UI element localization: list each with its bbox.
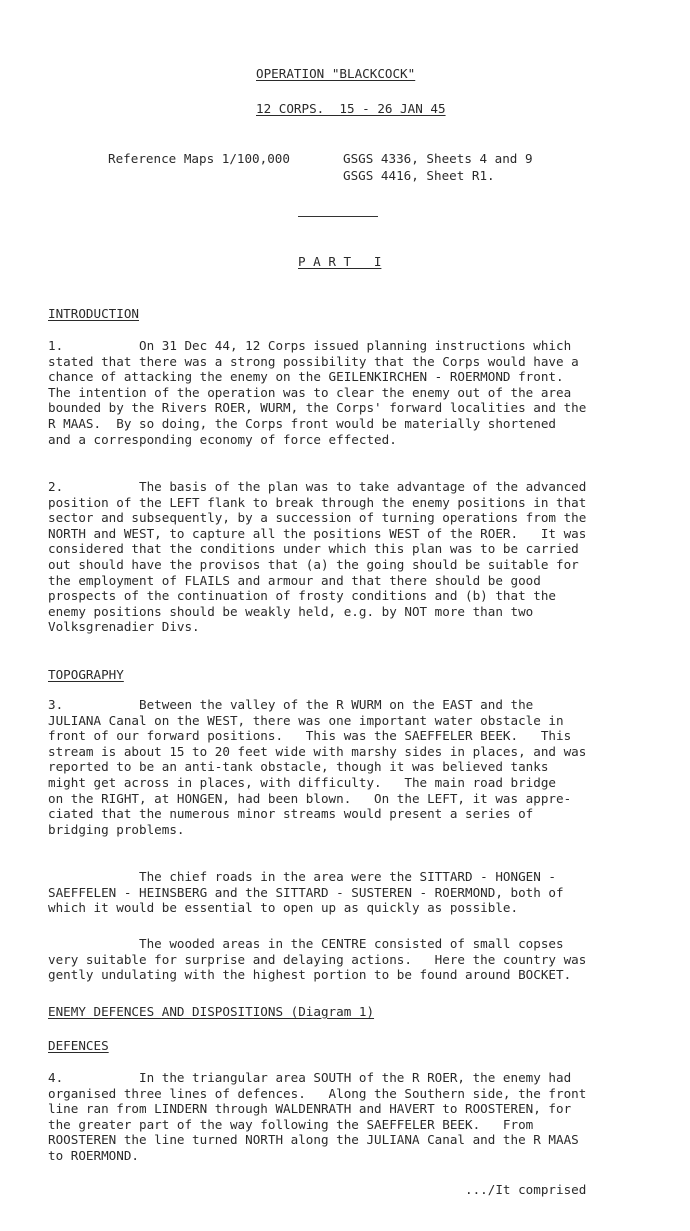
paragraph-line: and a corresponding economy of force effected.: [48, 431, 397, 447]
paragraph-3c: [48, 936, 673, 983]
heading-enemy-defences: ENEMY DEFENCES AND DISPOSITIONS (Diagram 1): [48, 1004, 375, 1019]
paragraph-line: might get across in places, with difficulty. The main road bridge: [48, 774, 556, 790]
paragraph-line: front of our forward positions. This was the SAEFFELER BEEK. This: [48, 728, 572, 744]
heading-defences: DEFENCES: [48, 1038, 109, 1053]
paragraph-line: 2. The basis of the plan was to take advantage of the advanced: [48, 479, 587, 494]
paragraph-line: the greater part of the way following the SAEFFELER BEEK. From: [48, 1116, 534, 1132]
paragraph-line: 3. Between the valley of the R WURM on the EAST and the: [48, 697, 534, 712]
paragraph-3: [48, 697, 673, 837]
paragraph-line: enemy positions should be weakly held, e.g. by NOT more than two: [48, 603, 534, 619]
document-title: OPERATION "BLACKCOCK": [256, 66, 416, 81]
paragraph-line: The intention of the operation was to clear the enemy out of the area: [48, 384, 572, 400]
paragraph-line: JULIANA Canal on the WEST, there was one important water obstacle in: [48, 712, 564, 728]
paragraph-3b: [48, 869, 673, 916]
paragraph-1: [48, 338, 673, 447]
paragraph-line: bridging problems.: [48, 821, 185, 837]
paragraph-line: bounded by the Rivers ROER, WURM, the Corps' forward localities and the: [48, 400, 587, 416]
paragraph-line: 1. On 31 Dec 44, 12 Corps issued planning instructions which: [48, 338, 572, 353]
catchword: .../It comprised: [465, 1182, 587, 1197]
reference-maps-line-2: GSGS 4416, Sheet R1.: [343, 168, 495, 183]
paragraph-line: chance of attacking the enemy on the GEILENKIRCHEN - ROERMOND front.: [48, 369, 564, 385]
part-heading: P A R T I: [298, 254, 382, 269]
paragraph-line: sector and subsequently, by a succession of turning operations from the: [48, 510, 587, 526]
title-divider: [298, 216, 378, 217]
paragraph-line: prospects of the continuation of frosty conditions and (b) that the: [48, 588, 556, 604]
paragraph-line: very suitable for surprise and delaying actions. Here the country was: [48, 951, 587, 967]
heading-introduction: INTRODUCTION: [48, 306, 139, 321]
paragraph-line: line ran from LINDERN through WALDENRATH and HAVERT to ROOSTEREN, for: [48, 1101, 572, 1117]
reference-maps-label: Reference Maps 1/100,000: [108, 151, 290, 166]
paragraph-line: position of the LEFT flank to break through the enemy positions in that: [48, 494, 587, 510]
paragraph-line: ciated that the numerous minor streams would present a series of: [48, 806, 534, 822]
heading-topography: TOPOGRAPHY: [48, 667, 124, 682]
paragraph-line: stated that there was a strong possibility that the Corps would have a: [48, 353, 579, 369]
document-subtitle: 12 CORPS. 15 - 26 JAN 45: [256, 101, 446, 116]
paragraph-line: Volksgrenadier Divs.: [48, 619, 200, 635]
paragraph-line: to ROERMOND.: [48, 1147, 139, 1163]
paragraph-line: 4. In the triangular area SOUTH of the R ROER, the enemy had: [48, 1070, 572, 1085]
paragraph-line: out should have the provisos that (a) the going should be suitable for: [48, 556, 579, 572]
reference-maps-line-1: GSGS 4336, Sheets 4 and 9: [343, 151, 533, 166]
paragraph-line: reported to be an anti-tank obstacle, though it was believed tanks: [48, 759, 549, 775]
paragraph-line: on the RIGHT, at HONGEN, had been blown. On the LEFT, it was appre-: [48, 790, 572, 806]
paragraph-4: [48, 1070, 673, 1164]
paragraph-line: ROOSTEREN the line turned NORTH along the JULIANA Canal and the R MAAS: [48, 1132, 579, 1148]
paragraph-line: R MAAS. By so doing, the Corps front would be materially shortened: [48, 415, 556, 431]
paragraph-line: gently undulating with the highest portion to be found around BOCKET.: [48, 967, 572, 983]
paragraph-line: SAEFFELEN - HEINSBERG and the SITTARD - SUSTEREN - ROERMOND, both of: [48, 884, 564, 900]
paragraph-line: organised three lines of defences. Along the Southern side, the front: [48, 1085, 587, 1101]
paragraph-2: [48, 479, 673, 635]
paragraph-line: NORTH and WEST, to capture all the positions WEST of the ROER. It was: [48, 525, 587, 541]
paragraph-line: The wooded areas in the CENTRE consisted of small copses: [48, 936, 564, 951]
paragraph-line: The chief roads in the area were the SITTARD - HONGEN -: [48, 869, 556, 884]
paragraph-line: which it would be essential to open up as quickly as possible.: [48, 900, 519, 916]
paragraph-line: considered that the conditions under which this plan was to be carried: [48, 541, 579, 557]
paragraph-line: stream is about 15 to 20 feet wide with marshy sides in places, and was: [48, 743, 587, 759]
paragraph-line: the employment of FLAILS and armour and that there should be good: [48, 572, 541, 588]
